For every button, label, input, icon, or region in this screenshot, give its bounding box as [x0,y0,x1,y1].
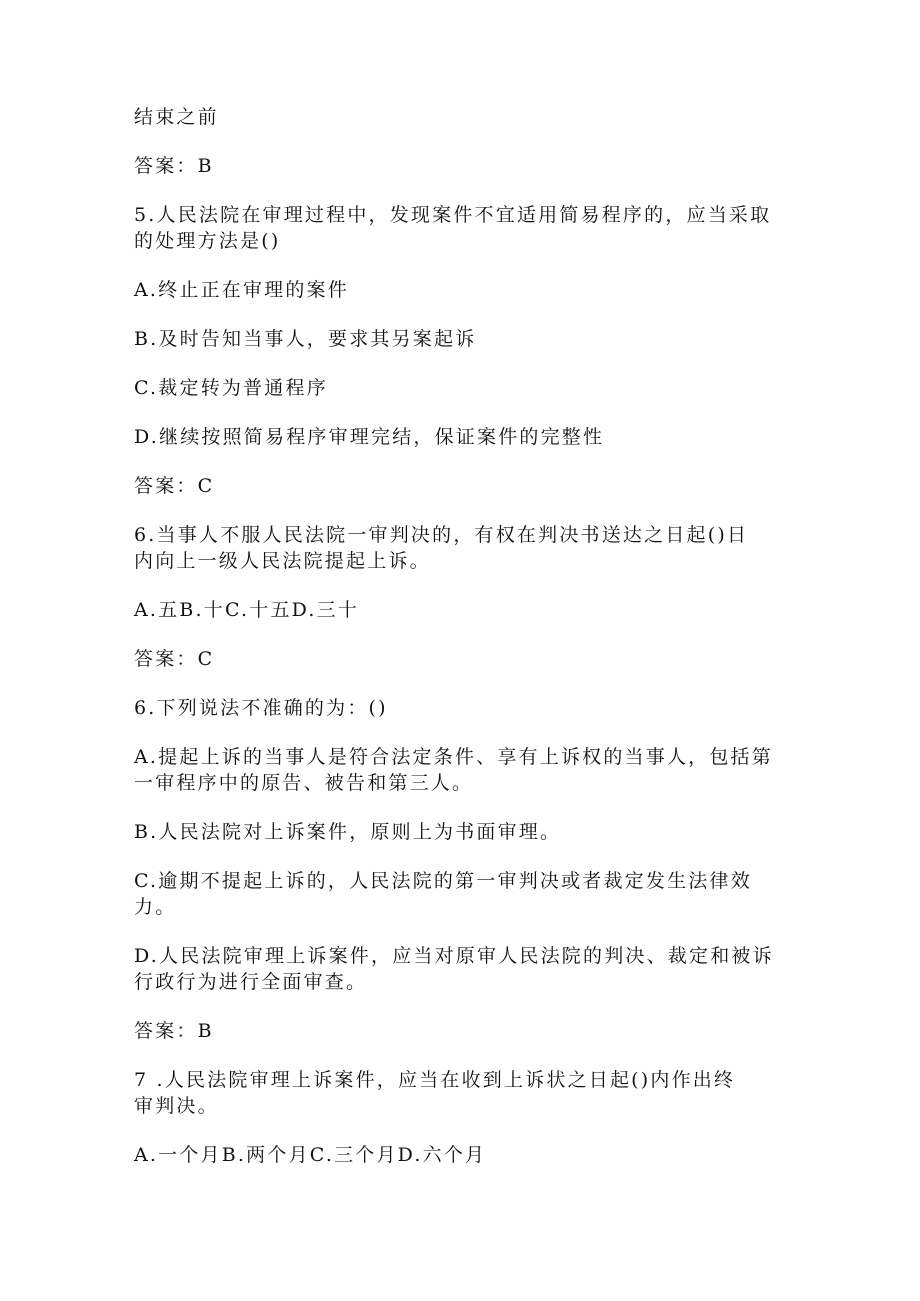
option-text: B.人民法院对上诉案件，原则上为书面审理。 [134,821,562,843]
option-line-2: 行政行为进行全面审查。 [134,971,368,993]
answer-4 [134,153,794,179]
option-text: C.裁定转为普通程序 [134,377,328,399]
option-line-1: C.逾期不提起上诉的，人民法院的第一审判决或者裁定发生法律效 [134,870,752,892]
question-6b-option-a [134,744,794,796]
fragment-paragraph [134,104,794,130]
option-text: B.及时告知当事人，要求其另案起诉 [134,328,477,350]
question-6a-answer [134,646,794,672]
question-6a-options [134,597,794,623]
fragment-text: 结束之前 [134,106,219,128]
question-5-stem [134,202,794,254]
question-6b-option-d [134,943,794,995]
question-7-options [134,1142,794,1168]
option-line-2: 力。 [134,896,177,918]
question-6a-stem-line-1: 6.当事人不服人民法院一审判决的，有权在判决书送达之日起()日 [134,524,749,546]
question-6a-stem [134,522,794,574]
question-6b-option-b [134,819,794,845]
question-7-stem [134,1067,794,1119]
answer-text: 答案：B [134,155,214,177]
option-line-2: 一审程序中的原告、被告和第三人。 [134,772,474,794]
question-7-stem-line-1: 7 .人民法院审理上诉案件，应当在收到上诉状之日起()内作出终 [134,1069,736,1091]
question-7-stem-line-2: 审判决。 [134,1095,219,1117]
options-text: A.一个月B.两个月C.三个月D.六个月 [134,1144,487,1166]
document-body [134,104,794,1191]
question-5-option-b [134,326,794,352]
answer-text: 答案：B [134,1020,214,1042]
options-text: A.五B.十C.十五D.三十 [134,599,360,621]
question-5-answer [134,473,794,499]
question-6b-option-c [134,868,794,920]
option-line-1: D.人民法院审理上诉案件，应当对原审人民法院的判决、裁定和被诉 [134,945,774,967]
option-line-1: A.提起上诉的当事人是符合法定条件、享有上诉权的当事人，包括第 [134,746,773,768]
question-6b-answer [134,1018,794,1044]
question-5-option-a [134,277,794,303]
answer-text: 答案：C [134,475,215,497]
question-6b-stem [134,695,794,721]
option-text: A.终止正在审理的案件 [134,279,349,301]
question-5-stem-line-2: 的处理方法是() [134,230,281,252]
question-6a-stem-line-2: 内向上一级人民法院提起上诉。 [134,550,431,572]
option-text: D.继续按照简易程序审理完结，保证案件的完整性 [134,426,605,448]
question-5-option-c [134,375,794,401]
question-6b-stem-text: 6.下列说法不准确的为：() [134,697,388,719]
question-5-option-d [134,424,794,450]
answer-text: 答案：C [134,648,215,670]
question-5-stem-line-1: 5.人民法院在审理过程中，发现案件不宜适用简易程序的，应当采取 [134,204,772,226]
